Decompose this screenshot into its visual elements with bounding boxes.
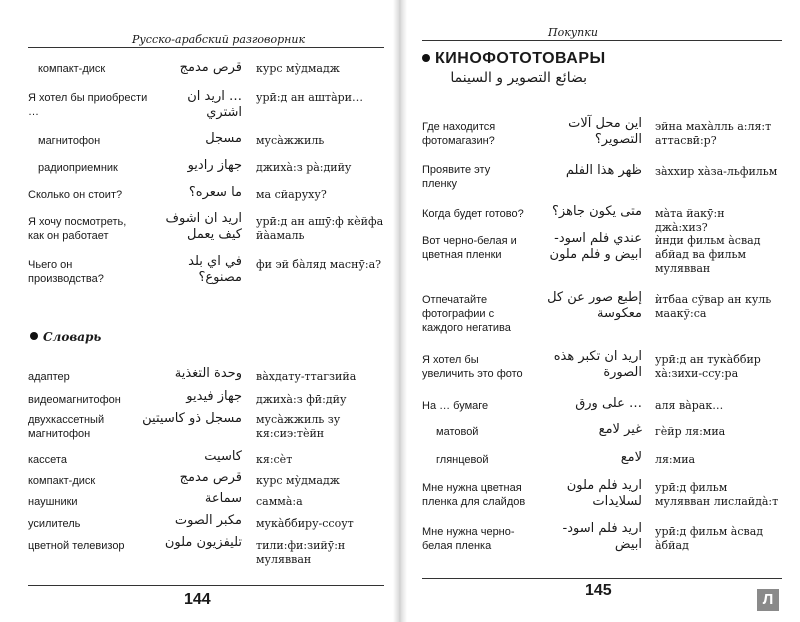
phrase-tr: ма сйаруху? [256, 188, 327, 201]
phrase-ru: Когда будет готово? [422, 208, 524, 220]
phrase-ar: عندي فلم اسود-ابيض و فلم ملون [549, 231, 642, 262]
vocab-tr: мукàббиру-ссоут [256, 517, 354, 530]
right-running-head: Покупки [548, 26, 598, 39]
vocab-tr: мусàжжиль зу кя:сиэ:тèйн [256, 413, 341, 440]
phrase-tr: урӣ:д ан аштàри… [256, 91, 364, 104]
phrase-tr: урӣ:д ан тукàббир хà:зихи-ссу:ра [655, 353, 761, 380]
vocab-ru: усилитель [28, 518, 81, 530]
vocab-ru: компакт-диск [28, 475, 96, 487]
left-running-head: Русско-арабский разговорник [132, 33, 306, 46]
vocab-tr: кя:сèт [256, 453, 293, 466]
vocab-ar: كاسيت [204, 449, 242, 464]
phrase-ar: ظهر هذا الفلم [565, 163, 642, 178]
vocab-ar: مكبر الصوت [174, 513, 242, 528]
phrase-ar: جهاز راديو [187, 158, 242, 173]
phrase-tr: аля вàрак… [655, 399, 724, 412]
right-page-number: 145 [585, 582, 612, 599]
phrase-ru: Я хочу посмотреть, как он работает [28, 216, 127, 242]
phrase-ru: матовой [436, 426, 479, 438]
phrase-tr: урӣ:д фильм àсвад àбйад [655, 525, 764, 552]
phrase-ar: لامع [620, 450, 642, 465]
phrase-tr: урӣ:д ан ашӯ:ф кèйфа йàамаль [256, 215, 384, 242]
vocab-tr: тили:фи:зийӯ:н мулявван [256, 539, 346, 566]
phrase-ar: إطبع صور عن كل معكوسة [547, 290, 642, 321]
phrase-ru: радиоприемник [38, 162, 118, 174]
vocab-ru: двухкассетный магнитофон [28, 414, 105, 440]
vocab-ar: تليفزيون ملون [164, 535, 242, 550]
phrase-ar: في اي بلد مصنوع؟ [188, 254, 242, 285]
vocab-ru: видеомагнитофон [28, 394, 121, 406]
section-heading-arabic: بضائع التصوير و السينما [450, 70, 587, 86]
vocab-ru: кассета [28, 454, 67, 466]
phrase-ru: Я хотел бы приобрести … [28, 92, 148, 118]
phrase-tr: мусàжжиль [256, 134, 325, 147]
section-heading [422, 50, 606, 68]
phrase-ru: Где находится фотомагазин? [422, 121, 496, 147]
phrase-tr: ѝтбаа сўвар ан куль маакў:са [655, 293, 772, 320]
bullet-icon [30, 332, 38, 340]
phrase-ar: قرص مدمج [179, 60, 242, 75]
phrase-tr: фи эй бàляд маснӯ:а? [256, 258, 382, 271]
left-footer-rule [28, 585, 384, 586]
right-footer-rule [422, 578, 782, 579]
phrase-ar: اريد ان اشوف كيف يعمل [165, 211, 242, 242]
vocab-ru: цветной телевизор [28, 540, 125, 552]
vocab-tr: джихà:з фӣ:дйу [256, 393, 347, 406]
phrase-ru: Я хотел бы увеличить это фото [422, 354, 523, 380]
phrase-tr: джихà:з рà:дийу [256, 161, 352, 174]
phrase-ru: На … бумаге [422, 400, 489, 412]
phrase-ru: Проявите эту пленку [422, 164, 491, 190]
vocabulary-heading [30, 330, 101, 344]
phrase-tr: эйна махàлль а:ля:т аттасвӣ:р? [655, 120, 772, 147]
phrase-ru: Отпечатайте фотографии с каждого негатива [422, 294, 511, 334]
vocab-tr: саммà:а [256, 495, 303, 508]
vocab-tr: вàхдату-ттагзийа [256, 370, 357, 383]
section-heading-text: КИНОФОТОТОВАРЫ [435, 50, 606, 67]
phrase-ar: اريد فلم ملون لسلايدات [566, 478, 642, 509]
phrase-tr: урӣ:д фильм мулявван лислайдà:т [655, 481, 779, 508]
phrase-ar: اريد ان تكبر هذه الصورة [553, 349, 642, 380]
phrase-ru: компакт-диск [38, 63, 106, 75]
phrase-ru: глянцевой [436, 454, 489, 466]
phrase-ar: مسجل [205, 131, 242, 146]
vocab-ru: адаптер [28, 371, 70, 383]
left-page-number: 144 [184, 591, 211, 608]
vocab-ar: قرص مدمج [179, 470, 242, 485]
right-header-rule [422, 40, 782, 41]
phrase-tr: зàххир хàза-льфильм [655, 165, 778, 178]
phrase-ar: … اريد ان اشتري [187, 89, 242, 120]
phrase-ar: غير لامع [598, 422, 642, 437]
publisher-logo: Л [757, 589, 779, 611]
phrase-tr: гèйр ля:миа [655, 425, 726, 438]
phrase-tr: ѝнди фильм àсвад абйад ва фильм мулявван [655, 234, 761, 275]
vocab-ar: وحدة التغذية [174, 366, 242, 381]
phrase-tr: мàта йакӯ:н джà:хиз? [655, 207, 725, 234]
vocab-ar: جهاز فيديو [186, 389, 242, 404]
phrase-ar: … على ورق [575, 396, 642, 411]
phrase-ru: Чьего он производства? [28, 259, 104, 285]
right-page [400, 0, 800, 622]
phrase-ar: متى يكون جاهز؟ [552, 204, 642, 219]
phrase-ru: Сколько он стоит? [28, 189, 123, 201]
phrase-ru: Мне нужна черно-белая пленка [422, 526, 515, 552]
left-header-rule [28, 47, 384, 48]
vocabulary-heading-text: Словарь [43, 330, 102, 344]
phrase-ar: ما سعره؟ [188, 185, 242, 200]
phrase-ru: магнитофон [38, 135, 101, 147]
vocab-ar: مسجل ذو كاسيتين [142, 411, 242, 426]
vocab-tr: курс му̀дмадж [256, 474, 340, 487]
phrase-tr: курс му̀дмадж [256, 62, 340, 75]
phrase-ru: Вот черно-белая и цветная пленки [422, 235, 517, 261]
phrase-ar: اين محل آلات التصوير؟ [568, 116, 642, 147]
vocab-ar: سماعة [204, 491, 242, 506]
bullet-icon [422, 54, 430, 62]
vocab-ru: наушники [28, 496, 78, 508]
phrase-ar: اريد فلم اسود-ابيض [562, 521, 642, 552]
phrase-ru: Мне нужна цветная пленка для слайдов [422, 482, 526, 508]
phrase-tr: ля:миа [655, 453, 696, 466]
